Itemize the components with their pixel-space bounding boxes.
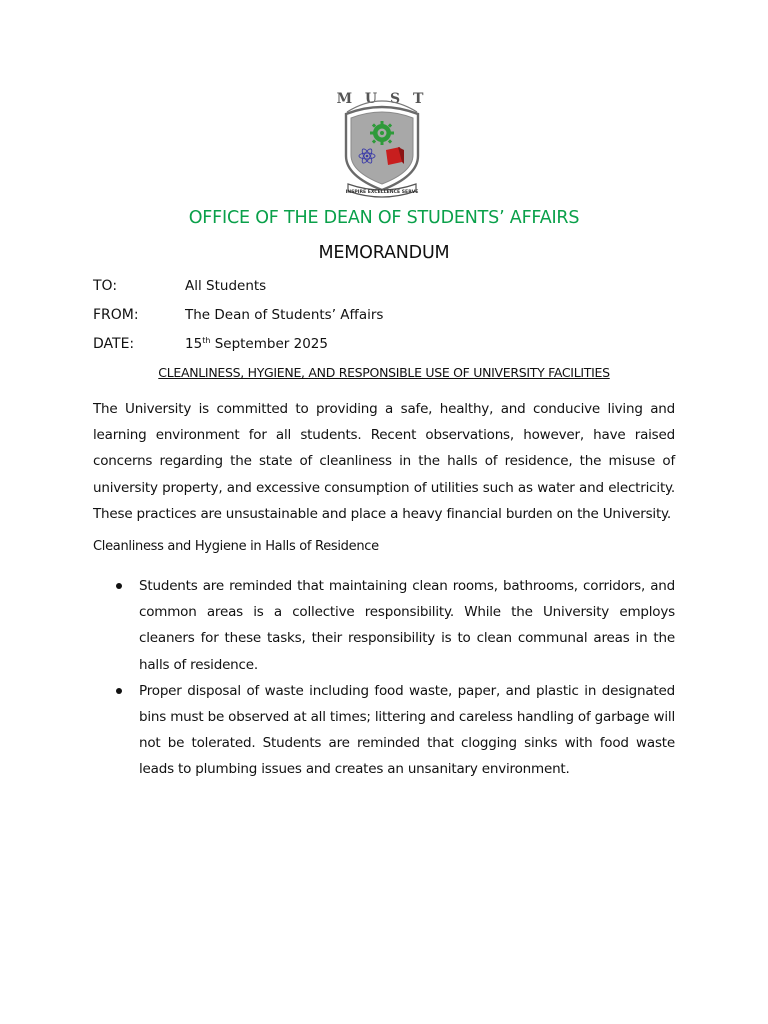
list-item bbox=[93, 573, 675, 678]
bullet-icon bbox=[116, 583, 122, 589]
date-suffix: th bbox=[202, 336, 211, 345]
from-label: FROM: bbox=[93, 307, 139, 323]
office-title: OFFICE OF THE DEAN OF STUDENTS’ AFFAIRS bbox=[188, 208, 580, 228]
logo-top-text: M U S T bbox=[336, 91, 428, 107]
date-rest: September 2025 bbox=[210, 336, 328, 352]
intro-paragraph: The University is committed to providing a safe, healthy, and conducive living and learning environment for all students. Recent observations, however, have raised concerns regarding the state of cleanliness in the halls of residence, the misuse of university property, and excessive consumption of utilities such as water and electricity. These practices are unsustainable and place a heavy financial burden on the University. bbox=[93, 401, 675, 522]
memo-subject: CLEANLINESS, HYGIENE, AND RESPONSIBLE USE OF UNIVERSITY FACILITIES bbox=[158, 365, 610, 380]
from-value: The Dean of Students’ Affairs bbox=[185, 307, 384, 323]
date-day: 15 bbox=[185, 336, 203, 352]
bullet-text: Proper disposal of waste including food waste, paper, and plastic in designated bins must be observed at all times; littering and careless handling of garbage will not be tolerated. Students are reminded that clogging sinks with food waste leads to plumbing issues and creates an unsanitary environment. bbox=[139, 682, 675, 778]
date-label: DATE: bbox=[93, 336, 135, 352]
to-label: TO: bbox=[93, 278, 118, 294]
date-value bbox=[185, 336, 328, 352]
bullet-text: Students are reminded that maintaining clean rooms, bathrooms, corridors, and common areas is a collective responsibility. While the University employs cleaners for these tasks, their responsibility is to clean communal areas in the halls of residence. bbox=[139, 578, 675, 673]
bullet-list bbox=[93, 573, 675, 783]
memo-title: MEMORANDUM bbox=[318, 243, 450, 263]
logo-bottom-text: INSPIRE EXCELLENCE SERVE bbox=[345, 190, 419, 195]
university-crest-icon bbox=[334, 86, 430, 198]
bullet-icon bbox=[116, 688, 122, 694]
section-heading: Cleanliness and Hygiene in Halls of Residence bbox=[93, 539, 379, 554]
list-item bbox=[93, 678, 675, 783]
to-value: All Students bbox=[185, 278, 267, 294]
university-logo bbox=[334, 86, 430, 198]
